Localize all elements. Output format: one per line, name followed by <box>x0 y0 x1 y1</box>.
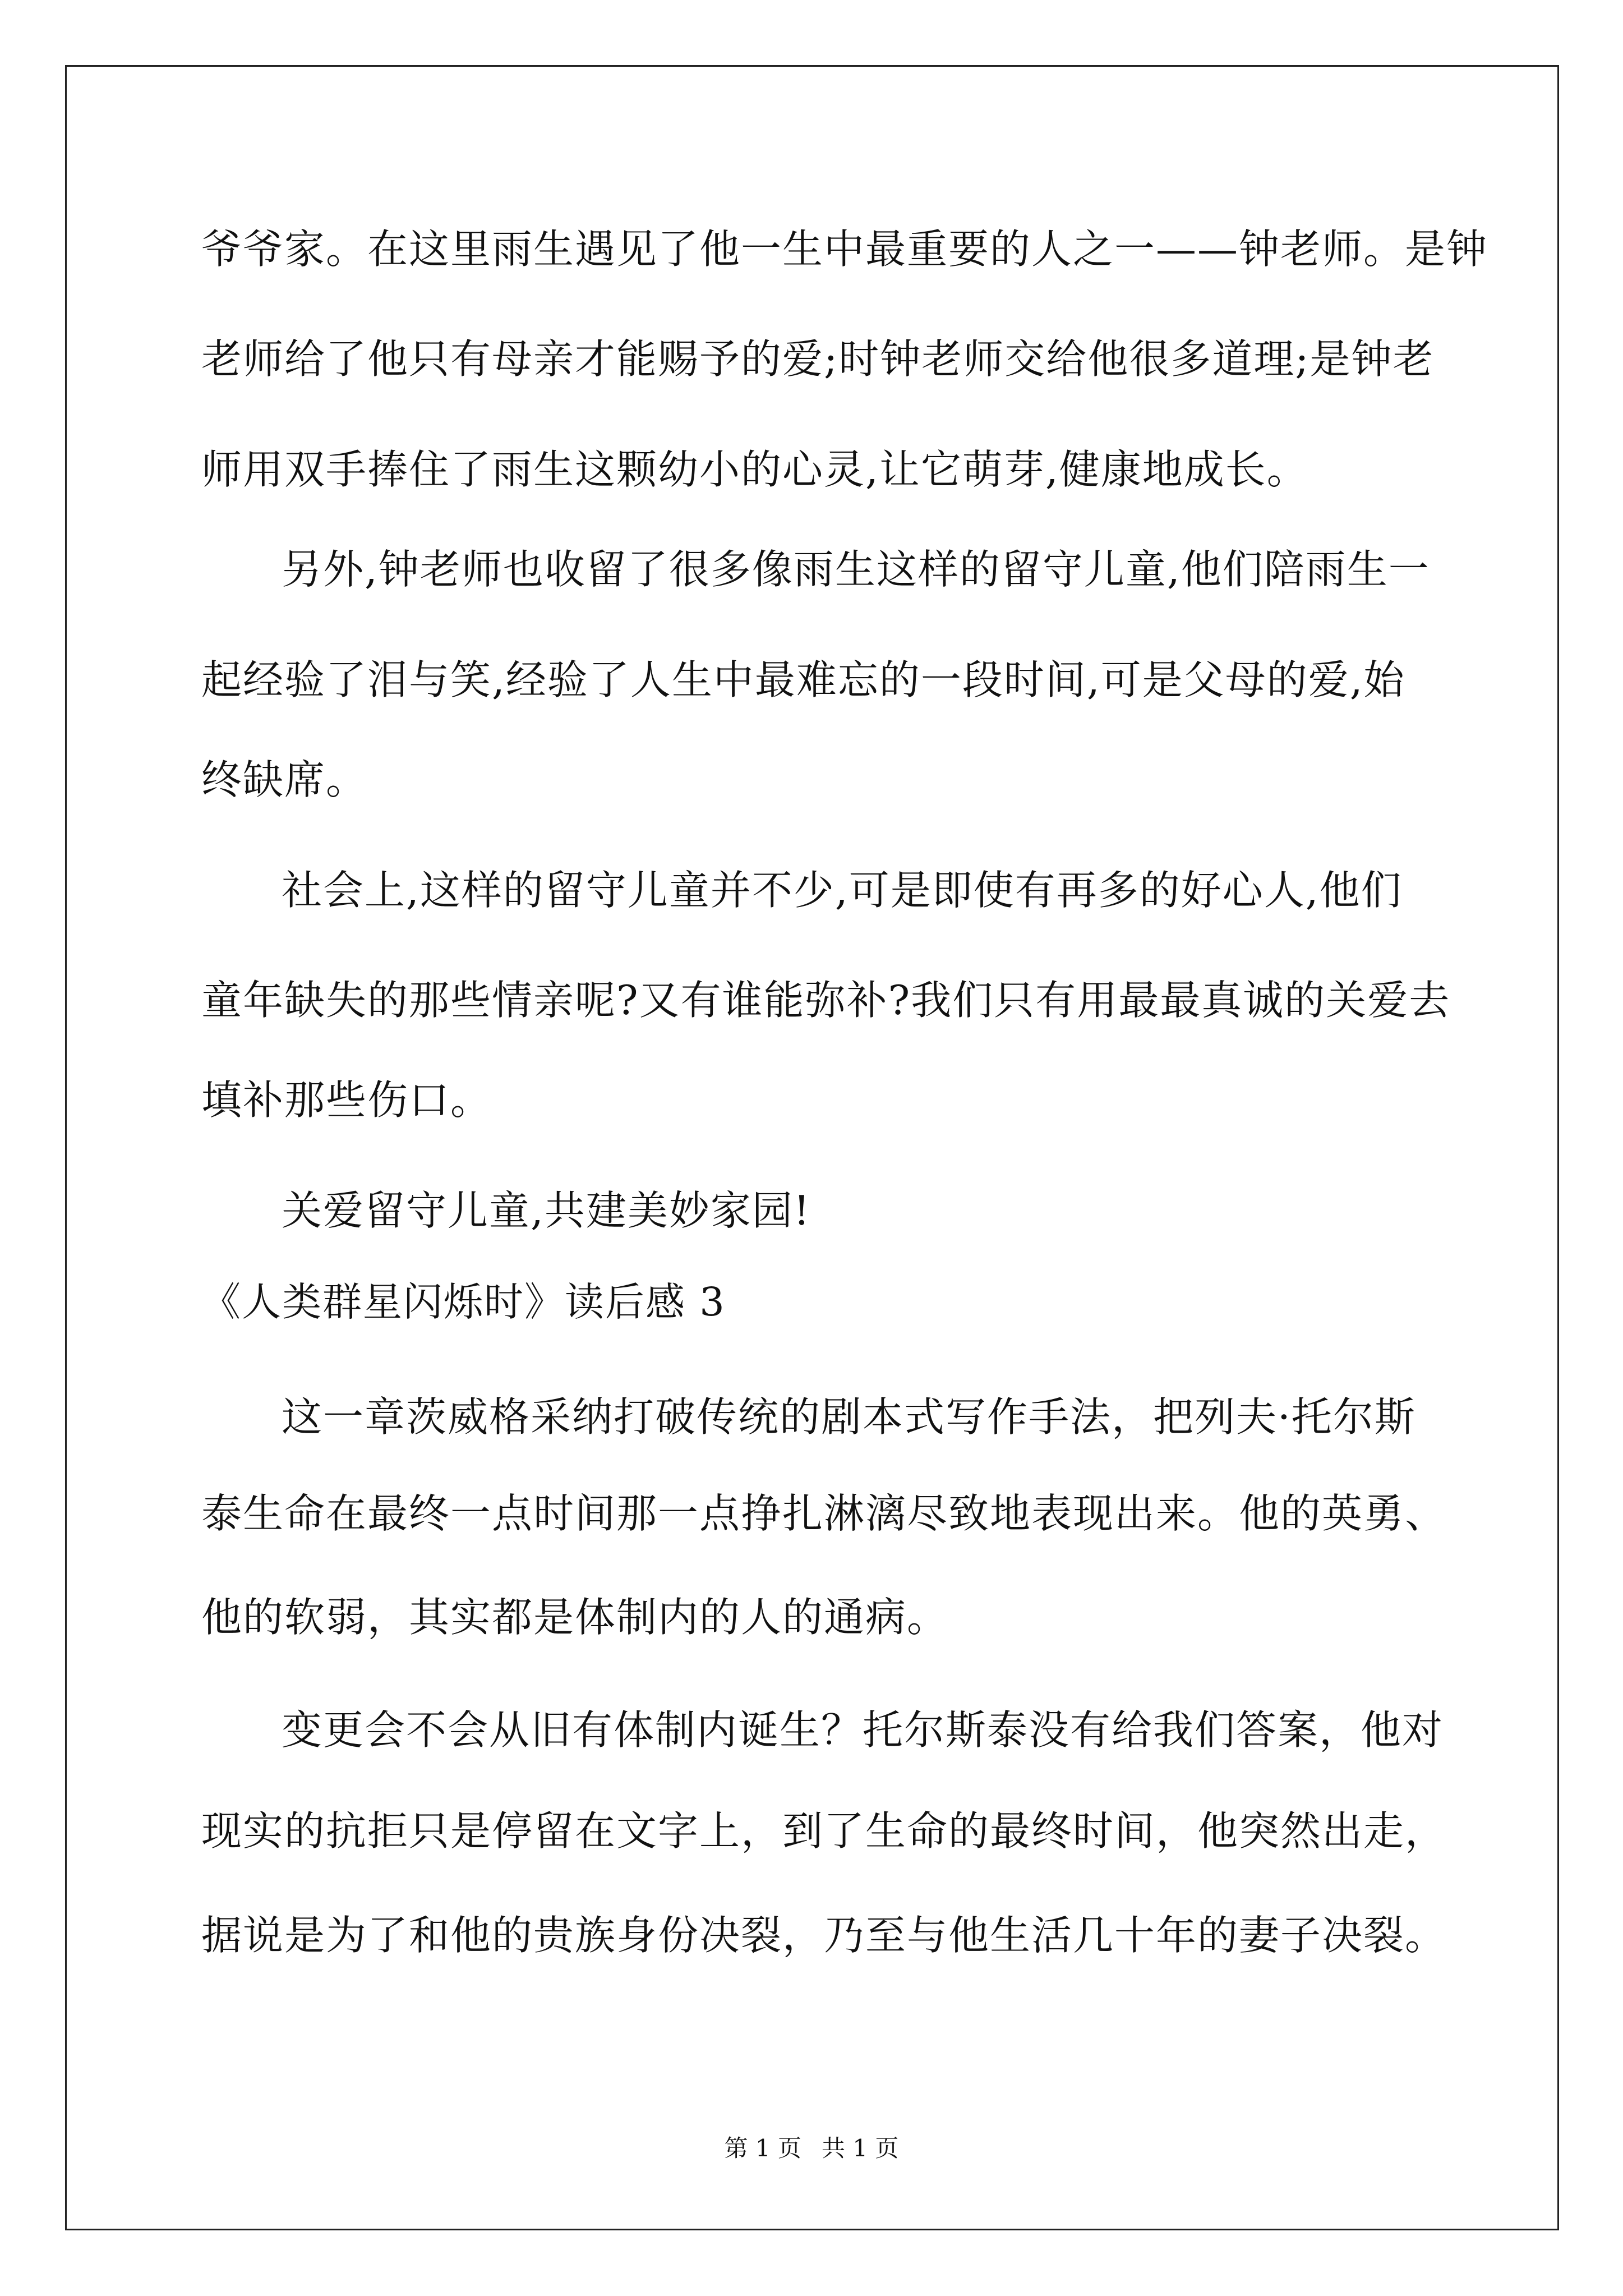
text-line-8: 童年缺失的那些情亲呢?又有谁能弥补?我们只有用最最真诚的关爱去 <box>201 977 1451 1024</box>
text-line-6: 终缺席。 <box>201 756 368 803</box>
text-line-12: 这一章茨威格采纳打破传统的剧本式写作手法，把列夫·托尔斯 <box>282 1393 1416 1441</box>
text-line-4: 另外,钟老师也收留了很多像雨生这样的留守儿童,他们陪雨生一 <box>282 546 1430 593</box>
page-total: 共 1 页 <box>822 2134 899 2162</box>
text-line-16: 现实的抗拒只是停留在文字上，到了生命的最终时间，他突然出走， <box>201 1807 1447 1855</box>
page-number: 第 1 页 <box>724 2134 801 2162</box>
text-line-15: 变更会不会从旧有体制内诞生？托尔斯泰没有给我们答案，他对 <box>282 1706 1444 1754</box>
text-line-5: 起经验了泪与笑,经验了人生中最难忘的一段时间,可是父母的爱,始 <box>201 656 1405 703</box>
text-line-14: 他的软弱，其实都是体制内的人的通病。 <box>201 1594 949 1641</box>
text-line-1: 爷爷家。在这里雨生遇见了他一生中最重要的人之一——钟老师。是钟 <box>201 226 1488 273</box>
text-line-17: 据说是为了和他的贵族身份决裂，乃至与他生活几十年的妻子决裂。 <box>201 1912 1447 1959</box>
text-line-2: 老师给了他只有母亲才能赐予的爱;时钟老师交给他很多道理;是钟老 <box>201 335 1435 383</box>
page-footer <box>0 2132 1623 2165</box>
page-frame <box>65 65 1559 2230</box>
text-line-13: 泰生命在最终一点时间那一点挣扎淋漓尽致地表现出来。他的英勇、 <box>201 1490 1447 1537</box>
text-line-3: 师用双手捧住了雨生这颗幼小的心灵,让它萌芽,健康地成长。 <box>201 446 1308 493</box>
text-line-7: 社会上,这样的留守儿童并不少,可是即使有再多的好心人,他们 <box>282 867 1403 914</box>
section-heading: 《人类群星闪烁时》读后感 3 <box>201 1279 726 1325</box>
text-line-9: 填补那些伤口。 <box>201 1076 492 1124</box>
text-line-10: 关爱留守儿童,共建美妙家园! <box>282 1187 811 1234</box>
